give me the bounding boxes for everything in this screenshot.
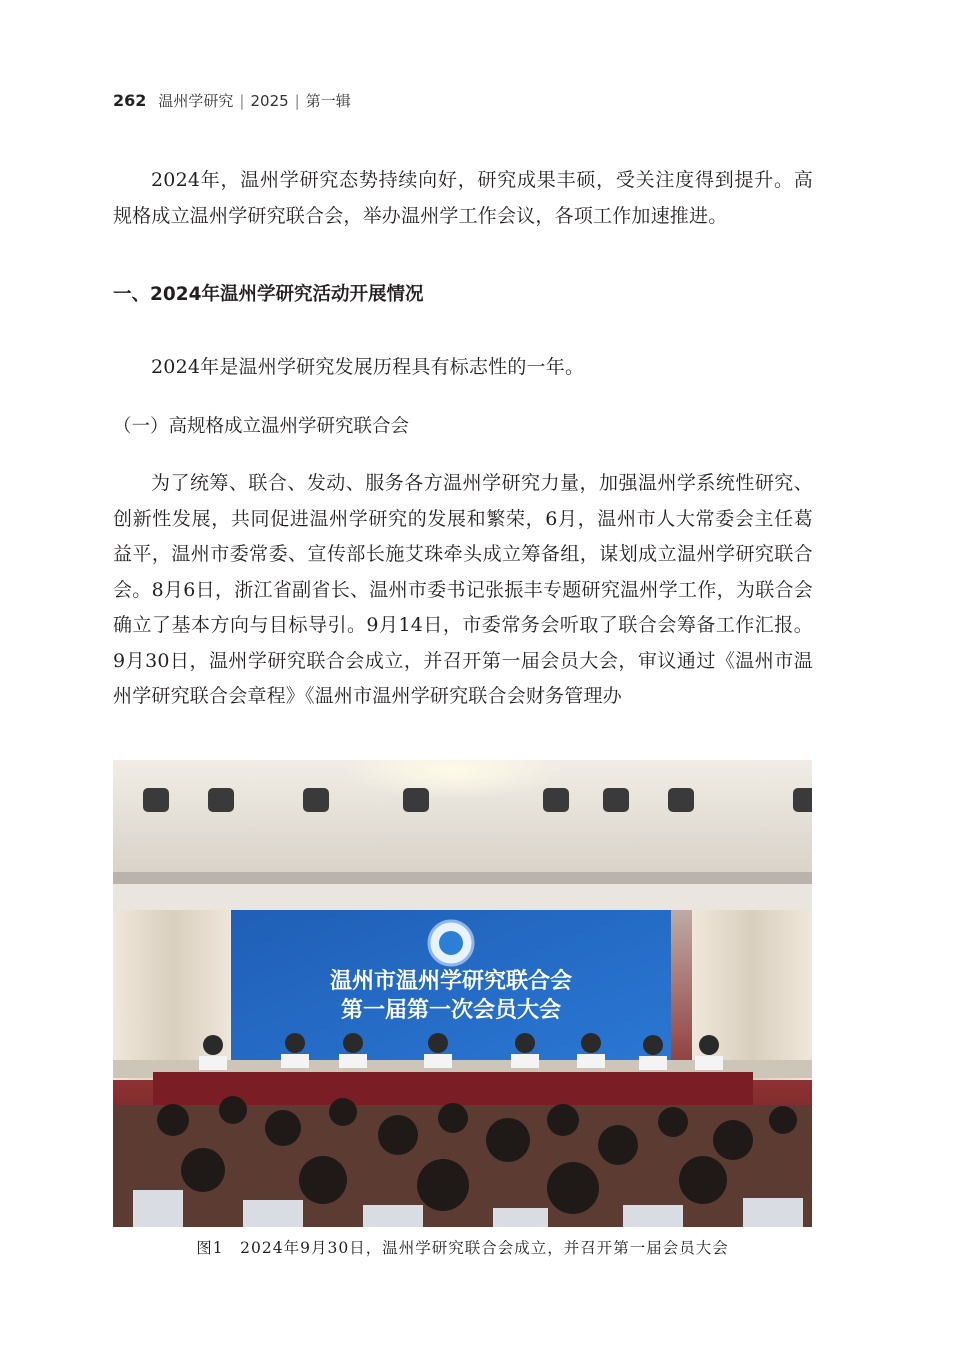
figure-caption: 图1 2024年9月30日，温州学研究联合会成立，并召开第一届会员大会 bbox=[196, 1239, 729, 1257]
section-heading: 一、2024年温州学研究活动开展情况 bbox=[113, 284, 424, 305]
intro-paragraph bbox=[113, 163, 813, 234]
journal-title: 温州学研究 bbox=[158, 92, 234, 110]
banner-line-1: 温州市温州学研究联合会 bbox=[329, 968, 573, 994]
banner-line-2: 第一届第一次会员大会 bbox=[340, 997, 562, 1023]
section-intro-text: 2024年是温州学研究发展历程具有标志性的一年。 bbox=[151, 356, 585, 378]
running-header bbox=[113, 90, 351, 111]
subsection-heading: （一）高规格成立温州学研究联合会 bbox=[113, 416, 410, 437]
header-separator: | bbox=[239, 92, 245, 110]
intro-text: 2024年，温州学研究态势持续向好，研究成果丰硕，受关注度得到提升。高规格成立温州学研究联合会，举办温州学工作会议，各项工作加速推进。 bbox=[113, 169, 813, 227]
header-separator: | bbox=[294, 92, 300, 110]
section-intro-paragraph bbox=[113, 350, 813, 386]
page-number: 262 bbox=[113, 91, 147, 110]
body-text: 为了统筹、联合、发动、服务各方温州学研究力量，加强温州学系统性研究、创新性发展，共同促进温州学研究的发展和繁荣，6月，温州市人大常委会主任葛益平，温州市委常委、宣传部长施艾珠牵头成立筹备组，谋划成立温州学研究联合会。8月6日，浙江省副省长、温州市委书记张振丰专题研究温州学工作，为联合会确立了基本方向与目标导引。9月14日，市委常务会听取了联合会筹备工作汇报。9月30日，温州学研究联合会成立，并召开第一届会员大会，审议通过《温州市温州学研究联合会章程》《温州市温州学研究联合会财务管理办 bbox=[113, 472, 813, 707]
body-paragraph bbox=[113, 466, 813, 715]
meeting-photo bbox=[113, 760, 812, 1227]
journal-year: 2025 bbox=[250, 92, 289, 110]
journal-issue: 第一辑 bbox=[305, 92, 351, 110]
